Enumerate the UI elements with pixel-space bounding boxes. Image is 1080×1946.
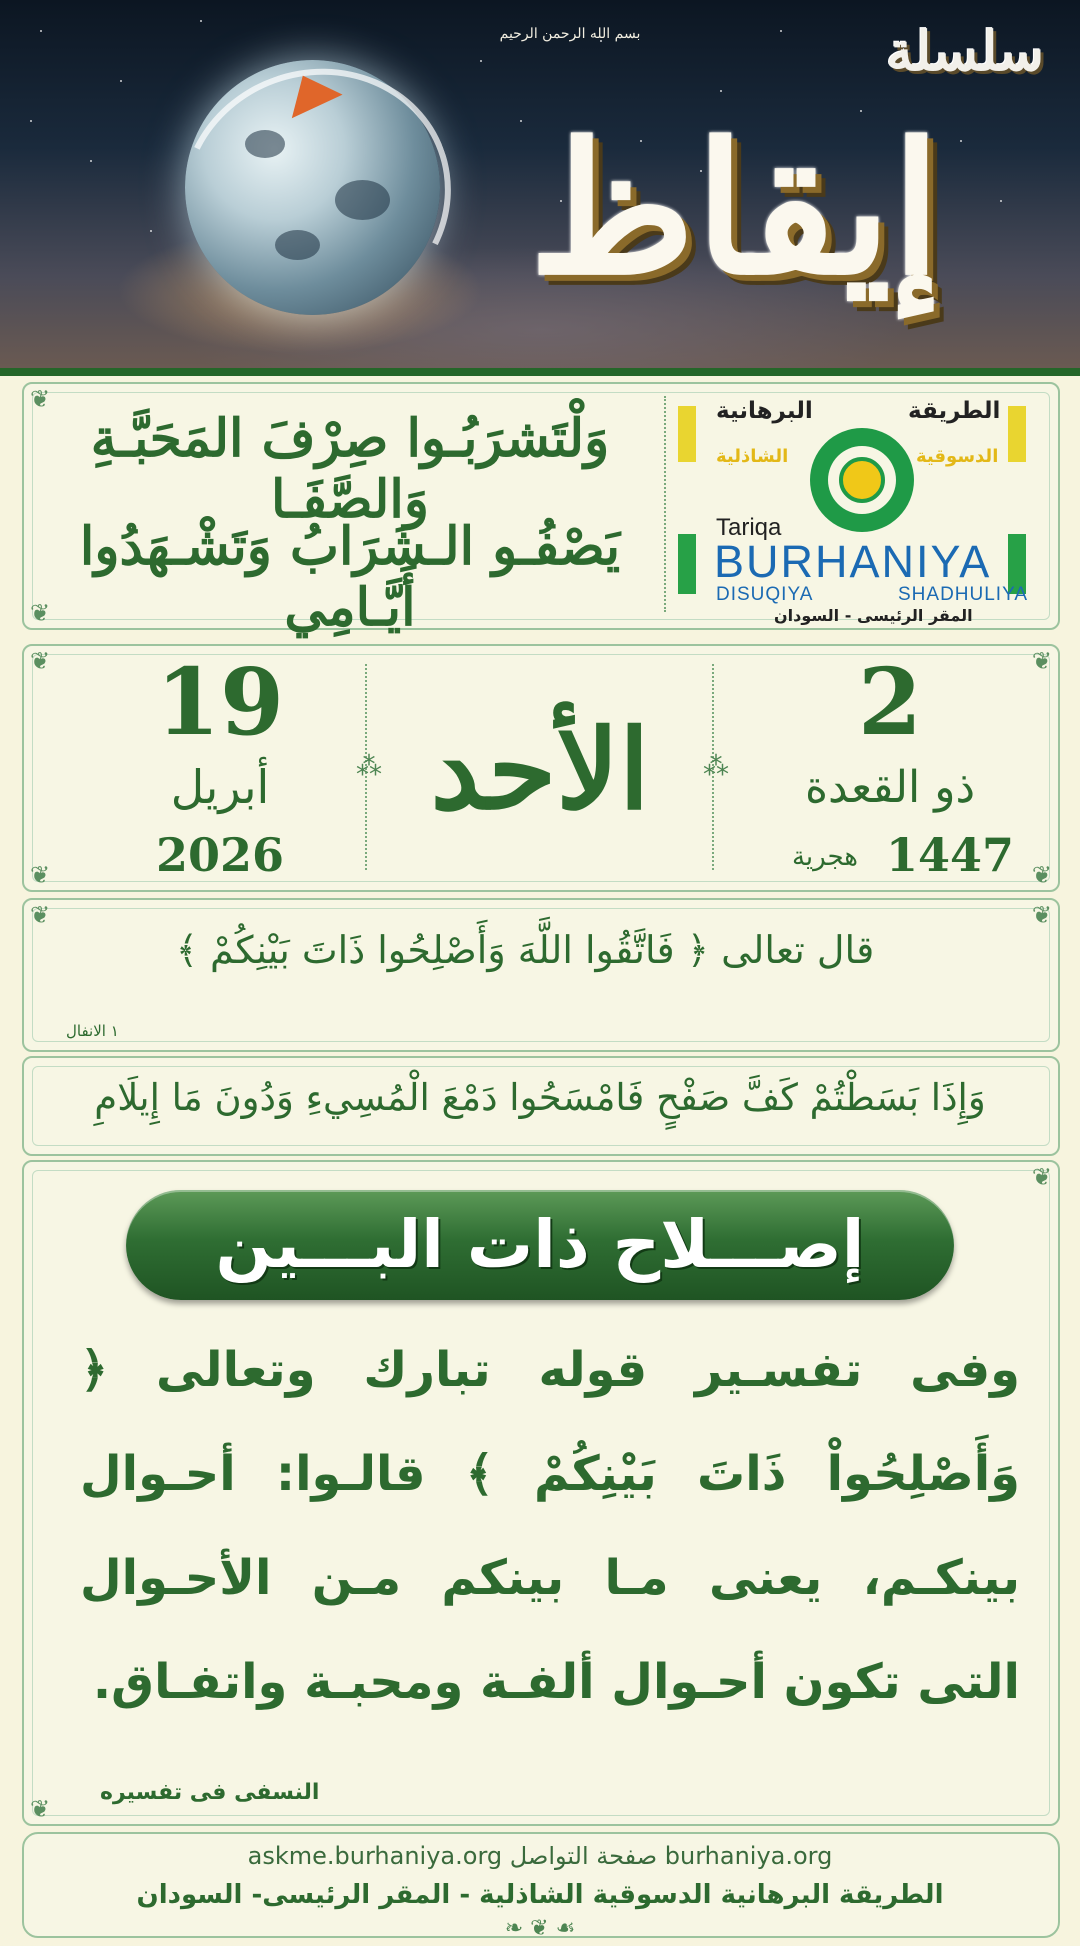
star	[200, 20, 202, 22]
corner-ornament-icon: ❦	[1031, 1163, 1052, 1191]
gregorian-month: أبريل	[170, 760, 270, 814]
logo-shadhuliya: SHADHULIYA	[898, 584, 1029, 605]
hijri-day: 2	[857, 648, 922, 756]
quran-panel	[22, 898, 1060, 1052]
content-heading	[126, 1190, 954, 1300]
content-heading-text: إصـــلاح ذات البـــين	[215, 1206, 865, 1283]
burhaniya-logo	[668, 384, 1040, 625]
logo-ar-dusuqiya: الدسوقية	[916, 446, 999, 467]
quran-verse: قال تعالى ﴿ فَاتَّقُوا اللَّهَ وَأَصْلِحُوا ذَاتَ بَيْنِكُمْ ﴾	[175, 928, 875, 972]
star	[90, 160, 92, 162]
corner-ornament-icon: ❦	[30, 901, 51, 929]
star	[40, 30, 42, 32]
star	[120, 80, 122, 82]
footer-organization: الطريقة البرهانية الدسوقية الشاذلية - المقر الرئيسى- السودان	[136, 1880, 944, 1910]
divider-ornament-icon: ⁂	[356, 752, 382, 782]
vertical-divider	[664, 396, 666, 612]
logo-burhaniya: BURHANIYA	[714, 536, 992, 587]
corner-ornament-icon: ❦	[1031, 901, 1052, 929]
corner-ornament-icon: ❦	[30, 385, 51, 413]
corner-ornament-icon: ❦	[30, 647, 51, 675]
logo-ar-tariqa: الطريقة	[908, 398, 1001, 424]
corner-ornament-icon: ❦	[30, 861, 51, 889]
weekday-name: الأحد	[430, 705, 650, 834]
logo-ar-shadhiliya: الشاذلية	[716, 446, 789, 467]
burhaniya-emblem-icon	[810, 428, 914, 532]
header-banner	[0, 0, 1080, 368]
gregorian-year: 2026	[155, 828, 285, 882]
corner-ornament-icon: ❦	[1031, 861, 1052, 889]
poem-line-2: يَصْفُـو الـشَرَابُ وَتَشْـهَدُوا أَيَّـامِي	[79, 516, 621, 638]
logo-tariqa: Tariqa	[716, 514, 782, 541]
corner-ornament-icon: ❦	[30, 599, 51, 627]
logo-disuqiya: DISUQIYA	[716, 584, 814, 605]
footer-ornament-icon: ❧ ❦ ☙	[504, 1916, 576, 1941]
star	[780, 30, 782, 32]
quran-reference: ١ الانفال	[66, 1022, 119, 1040]
star	[150, 230, 152, 232]
hijri-month: ذو القعدة	[804, 762, 976, 813]
logo-yellow-bar	[1008, 406, 1026, 462]
corner-ornament-icon: ❦	[30, 1795, 51, 1823]
banner-title: إيقاظ	[528, 104, 942, 315]
gregorian-day: 19	[155, 648, 285, 756]
logo-headquarters: المقر الرئيسى - السودان	[774, 606, 973, 625]
divider-ornament-icon: ⁂	[703, 752, 729, 782]
star	[30, 120, 32, 122]
poem-verse: وَإِذَا بَسَطْتُمْ كَفَّ صَفْحٍ فَامْسَحُوا دَمْعَ الْمُسِيءِ وَدُونَ مَا إِيلَامِ	[94, 1076, 986, 1119]
corner-ornament-icon: ❦	[1031, 647, 1052, 675]
content-source: النسفى فى تفسيره	[100, 1780, 320, 1805]
footer-websites: askme.burhaniya.org صفحة التواصل burhaniya.org	[247, 1842, 833, 1870]
logo-green-bar	[678, 534, 696, 594]
series-label: سلسلة	[885, 19, 1045, 83]
logo-ar-burhaniya: البرهانية	[716, 398, 813, 424]
hijri-year: 1447	[885, 828, 1015, 882]
hijri-label: هجرية	[791, 842, 858, 872]
logo-yellow-bar	[678, 406, 696, 462]
poem-line-1: وَلْتَشرَبُـوا صِرْفَ المَحَبَّـةِ وَالصَّفَـا	[90, 408, 610, 530]
banner-divider	[0, 368, 1080, 376]
bismillah: بسم الله الرحمن الرحيم	[499, 26, 641, 42]
content-body: وفى تفسـير قوله تبارك وتعالى ﴿ وَأَصْلِحُواْ ذَاتَ بَيْنِكُمْ ﴾ قالـوا: أحـوال بينكـم، يعنى مـا بينكم مـن الأحـوال التى تكون أحـوال ألفـة ومحبـة واتفـاق.	[80, 1342, 1020, 1710]
